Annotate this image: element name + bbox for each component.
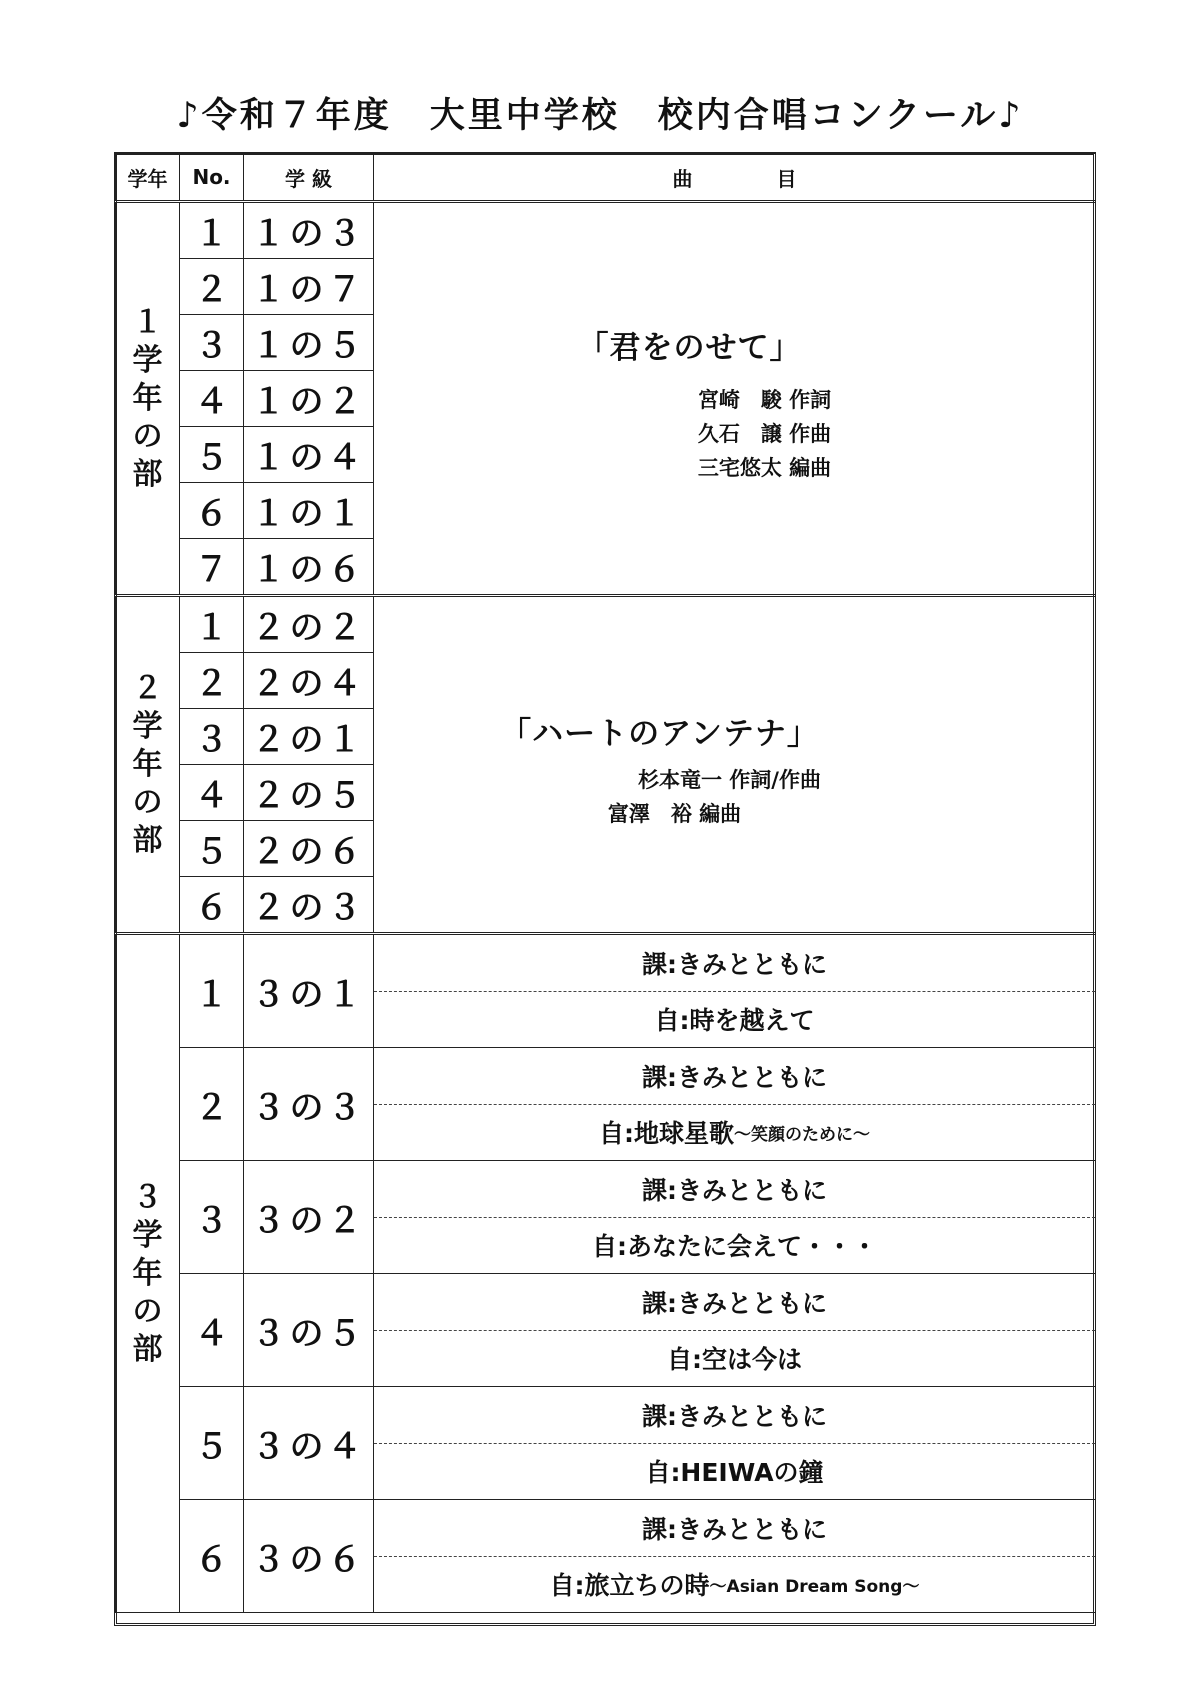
grade3-song-cell bbox=[374, 934, 1096, 1048]
grade2-label-2: 年 bbox=[132, 746, 163, 782]
grade2-rows-4-cls: ２の６ bbox=[244, 821, 374, 877]
header-song bbox=[374, 154, 1096, 202]
row-class: ２の２ bbox=[244, 596, 374, 653]
grade1-label-2: 年 bbox=[132, 380, 163, 416]
grade3-rows-4-cls: ３の４ bbox=[244, 1387, 374, 1500]
table-row bbox=[116, 1161, 1096, 1274]
grade1-rows-1-no: ２ bbox=[180, 259, 244, 315]
grade2-rows-4-no: ５ bbox=[180, 821, 244, 877]
table-row bbox=[116, 1048, 1096, 1161]
grade2-rows-1-no: ２ bbox=[180, 653, 244, 709]
grade1-label-4: 部 bbox=[132, 456, 163, 492]
grade3-label-2: 年 bbox=[132, 1255, 163, 1291]
grade2-rows-3-cls: ２の５ bbox=[244, 765, 374, 821]
grade2-song-title: 「ハートのアンテナ」 bbox=[500, 716, 819, 752]
table-header bbox=[116, 154, 1096, 202]
header-song-b: 目 bbox=[776, 166, 797, 191]
grade1-label-1: 学 bbox=[132, 342, 163, 378]
grade3-rows-0-ji: 自:時を越えて bbox=[654, 1006, 815, 1036]
grade2-rows-2-no: ３ bbox=[180, 709, 244, 765]
grade3-rows-5-cls: ３の６ bbox=[244, 1500, 374, 1613]
grade1-rows-6-no: ７ bbox=[180, 539, 244, 596]
grade1-rows-5-no: ６ bbox=[180, 483, 244, 539]
grade1-rows-4-cls: １の４ bbox=[244, 427, 374, 483]
grade3-rows-2-cls: ３の２ bbox=[244, 1161, 374, 1274]
grade3-rows-2-ji: 自:あなたに会えて・・・ bbox=[592, 1232, 877, 1262]
grade2-label-4: 部 bbox=[132, 822, 163, 858]
grade2-rows-5-cls: ２の３ bbox=[244, 877, 374, 934]
grade3-label-1: 学 bbox=[132, 1217, 163, 1253]
grade1-label-3: の bbox=[132, 418, 163, 454]
grade3-rows-1-no: ２ bbox=[180, 1048, 244, 1161]
grade3-label-0: ３ bbox=[132, 1179, 163, 1215]
grade1-rows-2-cls: １の５ bbox=[244, 315, 374, 371]
assigned-song: 課:きみとともに bbox=[374, 1161, 1095, 1218]
assigned-song: 課:きみとともに bbox=[374, 1387, 1095, 1444]
grade3-label-4: 部 bbox=[132, 1331, 163, 1367]
table-row bbox=[116, 202, 1096, 259]
table-row bbox=[116, 1500, 1096, 1613]
grade3-rows-4-ji: 自:HEIWAの鐘 bbox=[645, 1458, 824, 1488]
table-row bbox=[116, 596, 1096, 653]
grade2-label-1: 学 bbox=[132, 708, 163, 744]
grade3-rows-4-no: ５ bbox=[180, 1387, 244, 1500]
row-class: １の３ bbox=[244, 202, 374, 259]
grade1-rows-5-cls: １の１ bbox=[244, 483, 374, 539]
free-song bbox=[374, 1331, 1095, 1387]
header-song-a: 曲 bbox=[672, 166, 693, 191]
free-song bbox=[374, 1557, 1095, 1613]
assigned-song: 課:きみとともに bbox=[374, 1048, 1095, 1105]
grade2-rows-1-cls: ２の４ bbox=[244, 653, 374, 709]
grade2-label-0: ２ bbox=[132, 670, 163, 706]
grade2-label-3: の bbox=[132, 784, 163, 820]
grade3-label bbox=[116, 934, 180, 1613]
free-song bbox=[374, 1444, 1095, 1500]
program-table bbox=[115, 153, 1096, 1613]
grade3-rows-3-ji: 自:空は今は bbox=[667, 1345, 802, 1375]
grade1-rows-1-cls: １の７ bbox=[244, 259, 374, 315]
grade3-rows-5-no: ６ bbox=[180, 1500, 244, 1613]
grade3-rows-3-cls: ３の５ bbox=[244, 1274, 374, 1387]
grade3-rows-5-ji: 自:旅立ちの時 bbox=[549, 1571, 710, 1601]
grade2-rows-3-no: ４ bbox=[180, 765, 244, 821]
grade3-rows-3-no: ４ bbox=[180, 1274, 244, 1387]
grade1-song-title: 「君をのせて」 bbox=[577, 330, 802, 366]
grade3-label-3: の bbox=[132, 1293, 163, 1329]
grade2-rows-5-no: ６ bbox=[180, 877, 244, 934]
grade1-label-0: １ bbox=[132, 304, 163, 340]
header-no: No. bbox=[180, 154, 244, 202]
grade3-rows-1-ji_small: ～笑顔のために～ bbox=[734, 1124, 870, 1145]
grade2-credit: 杉本竜一 作詞/作曲 bbox=[638, 768, 821, 792]
free-song bbox=[374, 992, 1095, 1048]
grade1-rows-4-no: ５ bbox=[180, 427, 244, 483]
header-grade: 学年 bbox=[116, 154, 180, 202]
grade2-label bbox=[116, 596, 180, 934]
grade1-label bbox=[116, 202, 180, 596]
grade3-rows-1-cls: ３の３ bbox=[244, 1048, 374, 1161]
grade1-rows-6-cls: １の６ bbox=[244, 539, 374, 596]
grade2-rows-2-cls: ２の１ bbox=[244, 709, 374, 765]
row-no: １ bbox=[180, 934, 244, 1048]
row-no: １ bbox=[180, 202, 244, 259]
grade1-rows-2-no: ３ bbox=[180, 315, 244, 371]
row-no: １ bbox=[180, 596, 244, 653]
assigned-song: 課:きみとともに bbox=[374, 1500, 1095, 1557]
grade3-rows-5-ji_small: ～Asian Dream Song～ bbox=[709, 1576, 920, 1597]
grade2-credit: 富澤 裕 編曲 bbox=[607, 802, 742, 826]
header-class: 学 級 bbox=[244, 154, 374, 202]
table-row bbox=[116, 934, 1096, 1048]
grade1-song bbox=[374, 202, 1096, 596]
grade3-rows-1-ji: 自:地球星歌 bbox=[599, 1119, 734, 1149]
grade1-credit: 三宅悠太 編曲 bbox=[697, 456, 832, 480]
free-song bbox=[374, 1105, 1095, 1161]
grade1-rows-3-cls: １の２ bbox=[244, 371, 374, 427]
grade1-credit: 久石 譲 作曲 bbox=[697, 422, 832, 446]
grade1-rows-3-no: ４ bbox=[180, 371, 244, 427]
assigned-song: 課:きみとともに bbox=[374, 935, 1095, 992]
page-title: ♪令和７年度 大里中学校 校内合唱コンクール♪ bbox=[176, 96, 1024, 136]
table-row bbox=[116, 1274, 1096, 1387]
table-row bbox=[116, 1387, 1096, 1500]
grade3-rows-2-no: ３ bbox=[180, 1161, 244, 1274]
grade1-credit: 宮崎 駿 作詞 bbox=[697, 388, 832, 412]
free-song bbox=[374, 1218, 1095, 1274]
grade2-song bbox=[374, 596, 1096, 934]
assigned-song: 課:きみとともに bbox=[374, 1274, 1095, 1331]
row-class: ３の１ bbox=[244, 934, 374, 1048]
